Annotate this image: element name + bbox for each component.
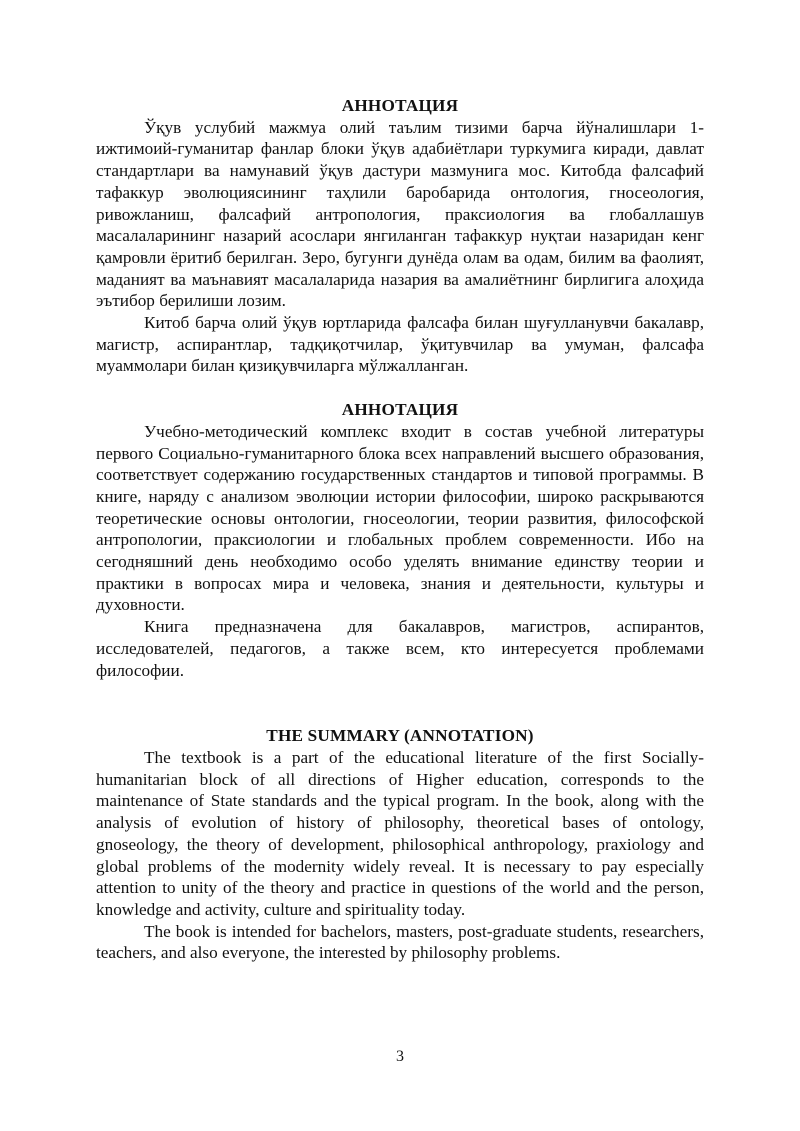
document-page [96, 95, 704, 964]
annotation-russian [96, 399, 704, 681]
page-number: 3 [396, 1048, 404, 1065]
section-heading: АННОТАЦИЯ [341, 96, 459, 115]
paragraph: Учебно-методический комплекс входит в состав учебной литературы первого Социально-гуманитарного блока всех направлений высшего образования, соответствует содержанию государственных стандартов и типовой программы. В книге, наряду с анализом эволюции истории философии, широко раскрываются теоретические основы онтологии, гносеологии, теории развития, философской антропологии, праксиологии и глобальных проблем современности. Ибо на сегодняшний день необходимо особо уделять внимание единству теории и практики в вопросах мира и человека, знания и деятельности, культуры и духовности. [96, 421, 704, 615]
paragraph: Книга предназначена для бакалавров, магистров, аспирантов, исследователей, педагогов, а также всем, кто интересуется проблемами философии. [96, 617, 704, 680]
annotation-english [96, 725, 704, 964]
paragraph: Ўқув услубий мажмуа олий таълим тизими барча йўналишлари 1-ижтимоий-гуманитар фанлар блоки ўқув адабиётлари туркумига киради, давлат стандартлари ва намунавий ўқув дастури мазмунига мос. Китобда фалсафий тафаккур эволюциясининг таҳлили баробарида онтология, гносеология, ривожланиш, фалсафий антропология, праксиология ва глобаллашув масалаларининг назарий асослари янгиланган тафаккур нуқтаи назаридан кенг қамровли ёритиб берилган. Зеро, бугунги дунёда олам ва одам, билим ва фаолият, маданият ва маънавият масалаларида назария ва амалиётнинг бирлигига алоҳида эътибор берилиши лозим. [96, 117, 704, 311]
paragraph: Китоб барча олий ўқув юртларида фалсафа билан шуғулланувчи бакалавр, магистр, аспирантлар, тадқиқотчилар, ўқитувчилар ва умуман, фалсафа муаммолари билан қизиқувчиларга мўлжалланган. [96, 313, 704, 376]
annotation-uzbek [96, 95, 704, 377]
paragraph: The textbook is a part of the educational literature of the first Socially-humanitarian block of all directions of Higher education, corresponds to the maintenance of State standards and the typical program. In the book, along with the analysis of evolution of history of philosophy, theoretical bases of ontology, gnoseology, the theory of development, philosophical anthropology, praxiology and global problems of the modernity widely reveal. It is necessary to pay especially attention to unity of the theory and practice in questions of the world and the person, knowledge and activity, culture and spirituality today. [96, 747, 704, 919]
section-heading: АННОТАЦИЯ [341, 400, 459, 420]
paragraph: The book is intended for bachelors, masters, post-graduate students, researchers, teachers, and also everyone, the interested by philosophy problems. [96, 921, 704, 963]
section-heading: THE SUMMARY (ANNOTATION) [266, 726, 534, 746]
